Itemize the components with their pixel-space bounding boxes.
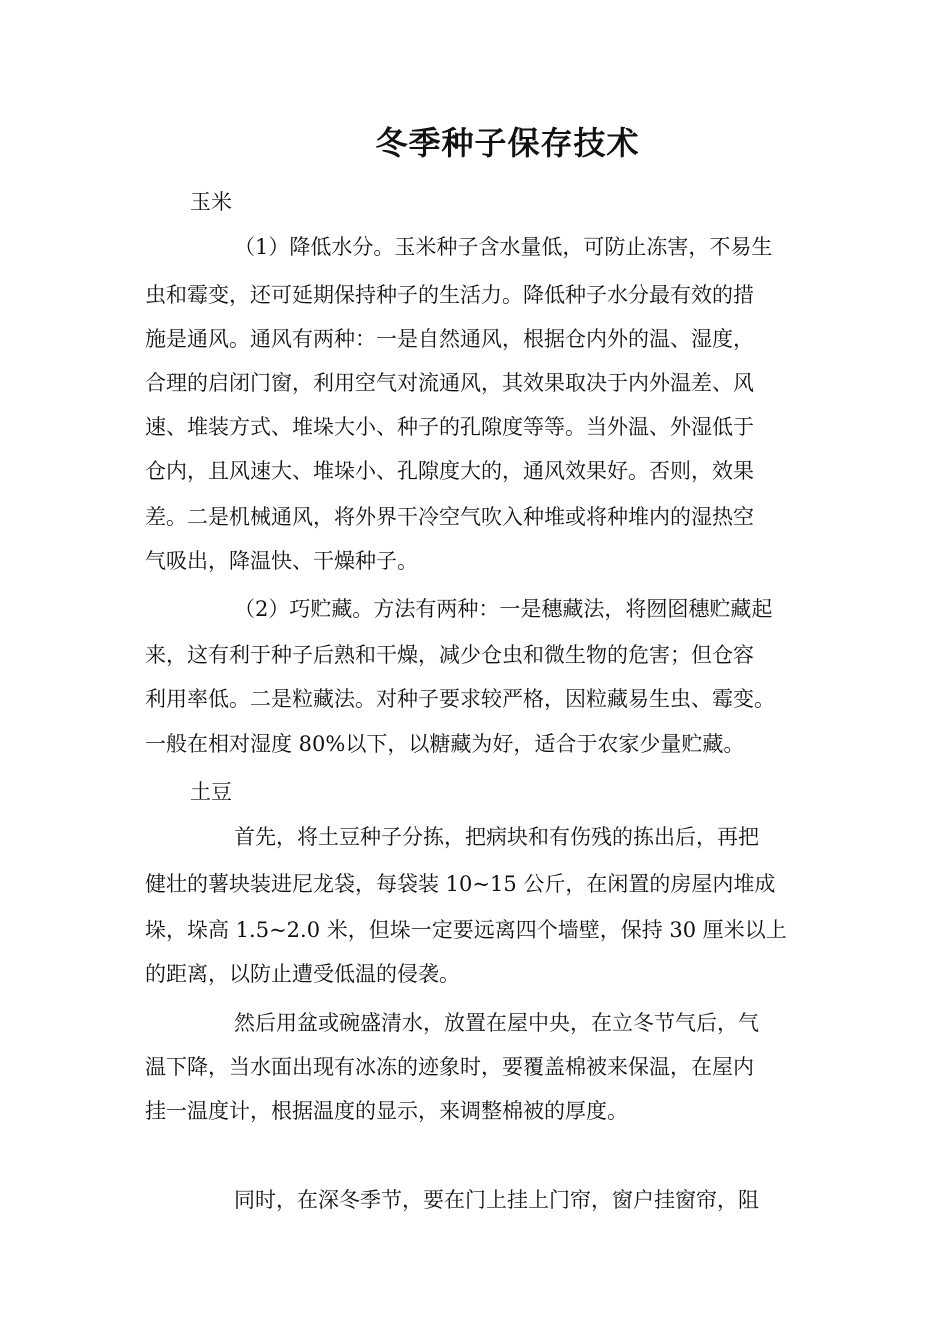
paragraph-line: （2）巧贮藏。方法有两种：一是穗藏法，将囫囵穗贮藏起 (234, 597, 773, 621)
document-title: 冬季种子保存技术 (375, 124, 640, 162)
paragraph-line: 合理的启闭门窗，利用空气对流通风，其效果取决于内外温差、风 (145, 371, 754, 395)
paragraph-line: 气吸出，降温快、干燥种子。 (145, 549, 418, 573)
paragraph-line: 虫和霉变，还可延期保持种子的生活力。降低种子水分最有效的措 (145, 283, 754, 307)
paragraph-line: 然后用盆或碗盛清水，放置在屋中央，在立冬节气后，气 (234, 1011, 759, 1035)
paragraph-line: 利用率低。二是粒藏法。对种子要求较严格，因粒藏易生虫、霉变。 (145, 687, 775, 711)
paragraph-line: 来，这有利于种子后熟和干燥，减少仓虫和微生物的危害；但仓容 (145, 643, 754, 667)
paragraph-line: 首先，将土豆种子分拣，把病块和有伤残的拣出后，再把 (234, 825, 759, 849)
paragraph-line: 仓内，且风速大、堆垛小、孔隙度大的，通风效果好。否则，效果 (145, 459, 754, 483)
paragraph-line: 健壮的薯块装进尼龙袋，每袋装 10~15 公斤，在闲置的房屋内堆成 (145, 872, 776, 896)
paragraph-line: 的距离，以防止遭受低温的侵袭。 (145, 962, 460, 986)
paragraph-line: 温下降，当水面出现有冰冻的迹象时，要覆盖棉被来保温，在屋内 (145, 1055, 754, 1079)
paragraph-line: （1）降低水分。玉米种子含水量低，可防止冻害，不易生 (234, 235, 773, 259)
section-heading-corn: 玉米 (190, 190, 232, 214)
section-heading-potato: 土豆 (190, 780, 232, 804)
paragraph-line: 同时，在深冬季节，要在门上挂上门帘，窗户挂窗帘，阻 (234, 1188, 759, 1212)
paragraph-line: 速、堆装方式、堆垛大小、种子的孔隙度等等。当外温、外湿低于 (145, 415, 754, 439)
paragraph-line: 垛，垛高 1.5~2.0 米，但垛一定要远离四个墙壁，保持 30 厘米以上 (145, 918, 787, 942)
paragraph-line: 一般在相对湿度 80%以下，以糖藏为好，适合于农家少量贮藏。 (145, 732, 745, 756)
paragraph-line: 挂一温度计，根据温度的显示，来调整棉被的厚度。 (145, 1099, 628, 1123)
paragraph-line: 差。二是机械通风，将外界干冷空气吹入种堆或将种堆内的湿热空 (145, 505, 754, 529)
paragraph-line: 施是通风。通风有两种：一是自然通风，根据仓内外的温、湿度， (145, 327, 754, 351)
